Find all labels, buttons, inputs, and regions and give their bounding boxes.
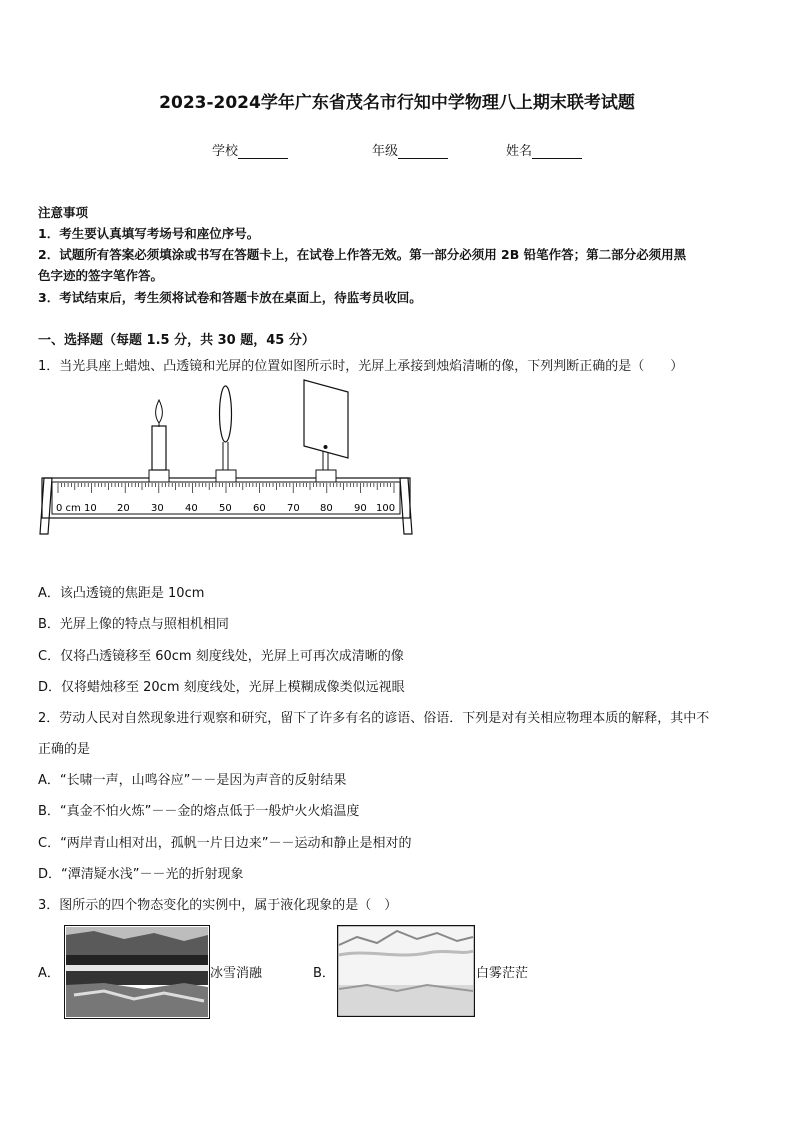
convex-lens — [216, 386, 236, 482]
notice-item-2a: 2．试题所有答案必须填涂或书写在答题卡上，在试卷上作答无效。第一部分必须用 2B 铅笔作答；第二部分必须用黑 — [38, 247, 687, 262]
notice-heading: 注意事项 — [38, 205, 89, 220]
white-fog-photo — [337, 925, 475, 1017]
q3-option-b-caption: 白雾茫茫 — [476, 966, 529, 981]
notice-item-3: 3．考试结束后，考生须将试卷和答题卡放在桌面上，待监考员收回。 — [38, 290, 422, 305]
name-blank — [532, 144, 582, 159]
q1-option-b[interactable]: B．光屏上像的特点与照相机相同 — [38, 617, 229, 632]
q3-option-a-letter[interactable]: A． — [38, 966, 60, 981]
section-heading: 一、选择题（每题 1.5 分，共 30 题，45 分） — [38, 333, 315, 348]
grade-blank — [398, 144, 448, 159]
notice-item-1: 1．考生要认真填写考场号和座位序号。 — [38, 226, 260, 241]
grade-field — [372, 140, 448, 159]
notice-item-2b: 色字迹的签字笔作答。 — [38, 268, 164, 283]
ruler-label: 0 cm — [56, 503, 81, 514]
q2-option-d[interactable]: D．“潭清疑水浅”－－光的折射现象 — [38, 867, 244, 882]
q2-option-a[interactable]: A．“长啸一声，山鸣谷应”－－是因为声音的反射结果 — [38, 773, 347, 788]
q3-stem: 3．图所示的四个物态变化的实例中，属于液化现象的是（ ） — [38, 898, 398, 913]
q2-option-c[interactable]: C．“两岸青山相对出，孤帆一片日边来”－－运动和静止是相对的 — [38, 836, 412, 851]
name-label: 姓名 — [506, 144, 533, 159]
q1-option-a[interactable]: A．该凸透镜的焦距是 10cm — [38, 586, 205, 601]
ruler-ticks — [58, 483, 394, 493]
q2-stem-line1: 2．劳动人民对自然现象进行观察和研究，留下了许多有名的谚语、俗语．下列是对有关相应物理本质的解释，其中不 — [38, 711, 710, 726]
optical-bench-figure — [36, 378, 416, 538]
school-label: 学校 — [212, 144, 239, 159]
melting-snow-photo — [64, 925, 210, 1019]
ruler-label: 90 — [354, 503, 367, 514]
candle — [149, 400, 169, 482]
q2-option-b[interactable]: B．“真金不怕火炼”－－金的熔点低于一般炉火火焰温度 — [38, 804, 360, 819]
name-field — [506, 140, 582, 159]
ruler-tick-labels — [56, 503, 395, 514]
ruler-label: 80 — [320, 503, 333, 514]
q1-stem: 1．当光具座上蜡烛、凸透镜和光屏的位置如图所示时，光屏上承接到烛焰清晰的像，下列判断正确的是（ ） — [38, 359, 684, 374]
light-screen — [304, 380, 348, 482]
ruler-label: 100 — [376, 503, 396, 514]
grade-label: 年级 — [372, 144, 399, 159]
q3-option-a-caption: 冰雪消融 — [210, 966, 263, 981]
ruler-label: 30 — [151, 503, 164, 514]
q3-option-b-letter[interactable]: B． — [313, 966, 335, 981]
school-blank — [238, 144, 288, 159]
ruler-label: 10 — [84, 503, 97, 514]
ruler-label: 40 — [185, 503, 198, 514]
ruler-label: 70 — [287, 503, 300, 514]
ruler-label: 50 — [219, 503, 232, 514]
page-title: 2023-2024学年广东省茂名市行知中学物理八上期末联考试题 — [159, 93, 635, 113]
q1-option-c[interactable]: C．仅将凸透镜移至 60cm 刻度线处，光屏上可再次成清晰的像 — [38, 649, 404, 664]
ruler-label: 60 — [253, 503, 266, 514]
q2-stem-line2: 正确的是 — [38, 742, 91, 757]
school-field — [212, 140, 288, 159]
q1-option-d[interactable]: D．仅将蜡烛移至 20cm 刻度线处，光屏上模糊成像类似远视眼 — [38, 680, 405, 695]
ruler-label: 20 — [117, 503, 130, 514]
